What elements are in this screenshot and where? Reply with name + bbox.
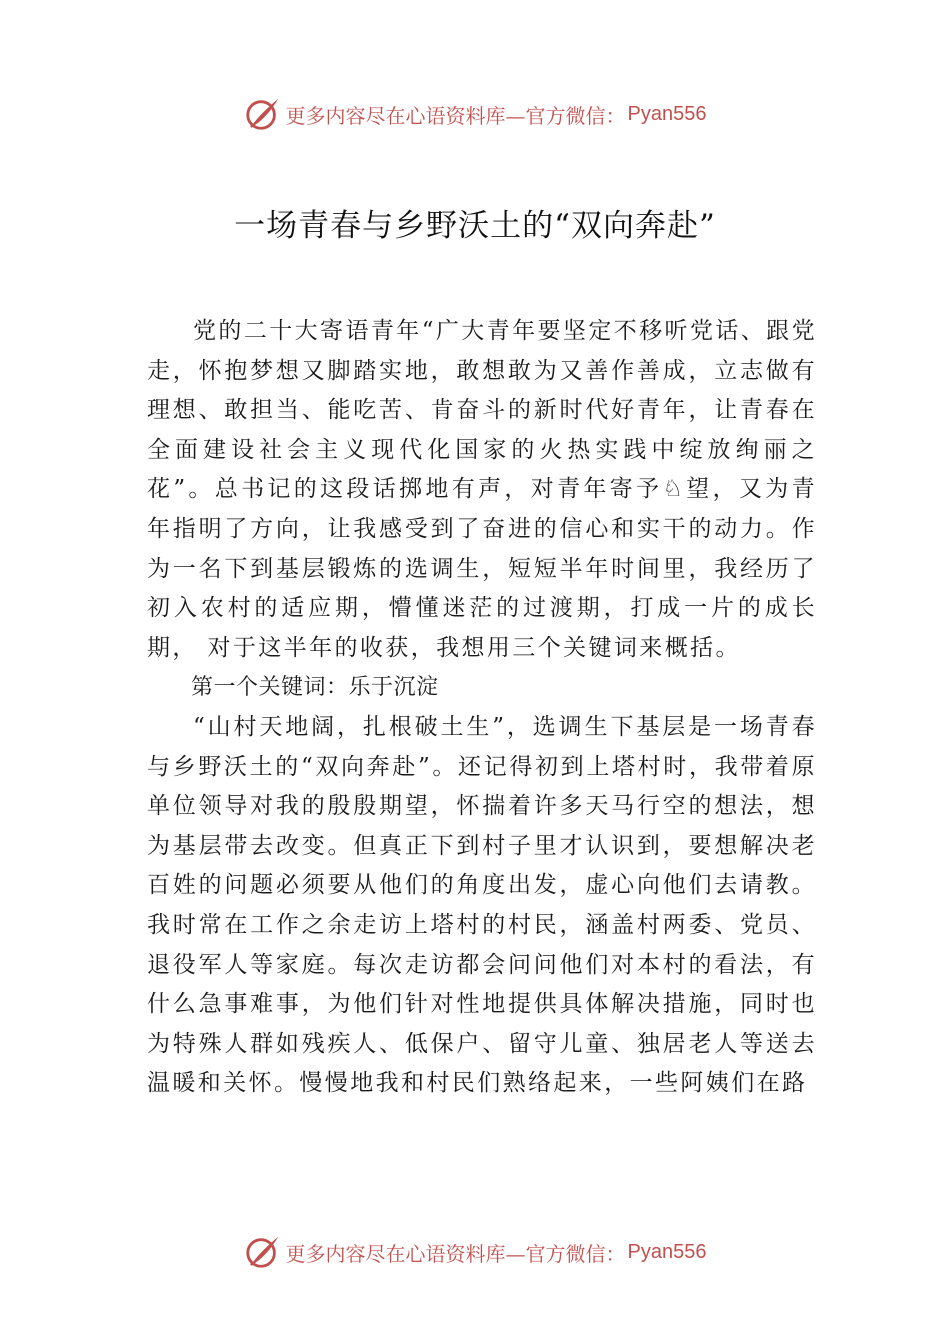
- document-body: [147, 312, 817, 1104]
- banner-text: 更多内容尽在心语资料库—官方微信：: [285, 103, 626, 128]
- quill-pen-logo-icon: [244, 1233, 282, 1271]
- paragraph-intro: 党的二十大寄语青年“广大青年要坚定不移听党话、跟党走，怀抱梦想又脚踏实地，敢想敢为又善作善成，立志做有理想、敢担当、能吃苦、肯奋斗的新时代好青年，让青春在全面建设社会主义现代化国家的火热实践中绽放绚丽之花”。总书记的这段话掷地有声，对青年寄予♘望，又为青年指明了方向，让我感受到了奋进的信心和实干的动力。作为一名下到基层锻炼的选调生，短短半年时间里，我经历了初入农村的适应期，懵懂迷茫的过渡期，打成一片的成长期， 对于这半年的收获，我想用三个关键词来概括。: [147, 318, 817, 661]
- section-heading: 第一个关键词：乐于沉淀: [191, 675, 439, 701]
- quill-pen-logo-icon: [244, 95, 282, 133]
- paragraph-section-1: “山村天地阔，扎根破土生”，选调生下基层是一场青春与乡野沃土的“双向奔赴”。还记得初到上塔村时，我带着原单位领导对我的殷殷期望，怀揣着许多天马行空的想法，想为基层带去改变。但真正下到村子里才认识到，要想解决老百姓的问题必须要从他们的角度出发，虚心向他们去请教。 我时常在工作之余走访上塔村的村民，涵盖村两委、党员、 退役军人等家庭。每次走访都会问问他们对本村的看法，有什么急事难事，为他们针对性地提供具体解决措施，同时也为特殊人群如残疾人、低保户、留守儿童、独居老人等送去温暖和关怀。慢慢地我和村民们熟络起来，一些阿姨们在路: [147, 713, 817, 1097]
- wechat-id: Pyan556: [627, 102, 707, 125]
- wechat-id: Pyan556: [627, 1240, 707, 1263]
- header-banner: [0, 94, 950, 134]
- banner-text: 更多内容尽在心语资料库—官方微信：: [285, 1241, 626, 1266]
- footer-banner: [0, 1232, 950, 1272]
- document-title: 一场青春与乡野沃土的“双向奔赴”: [234, 208, 716, 244]
